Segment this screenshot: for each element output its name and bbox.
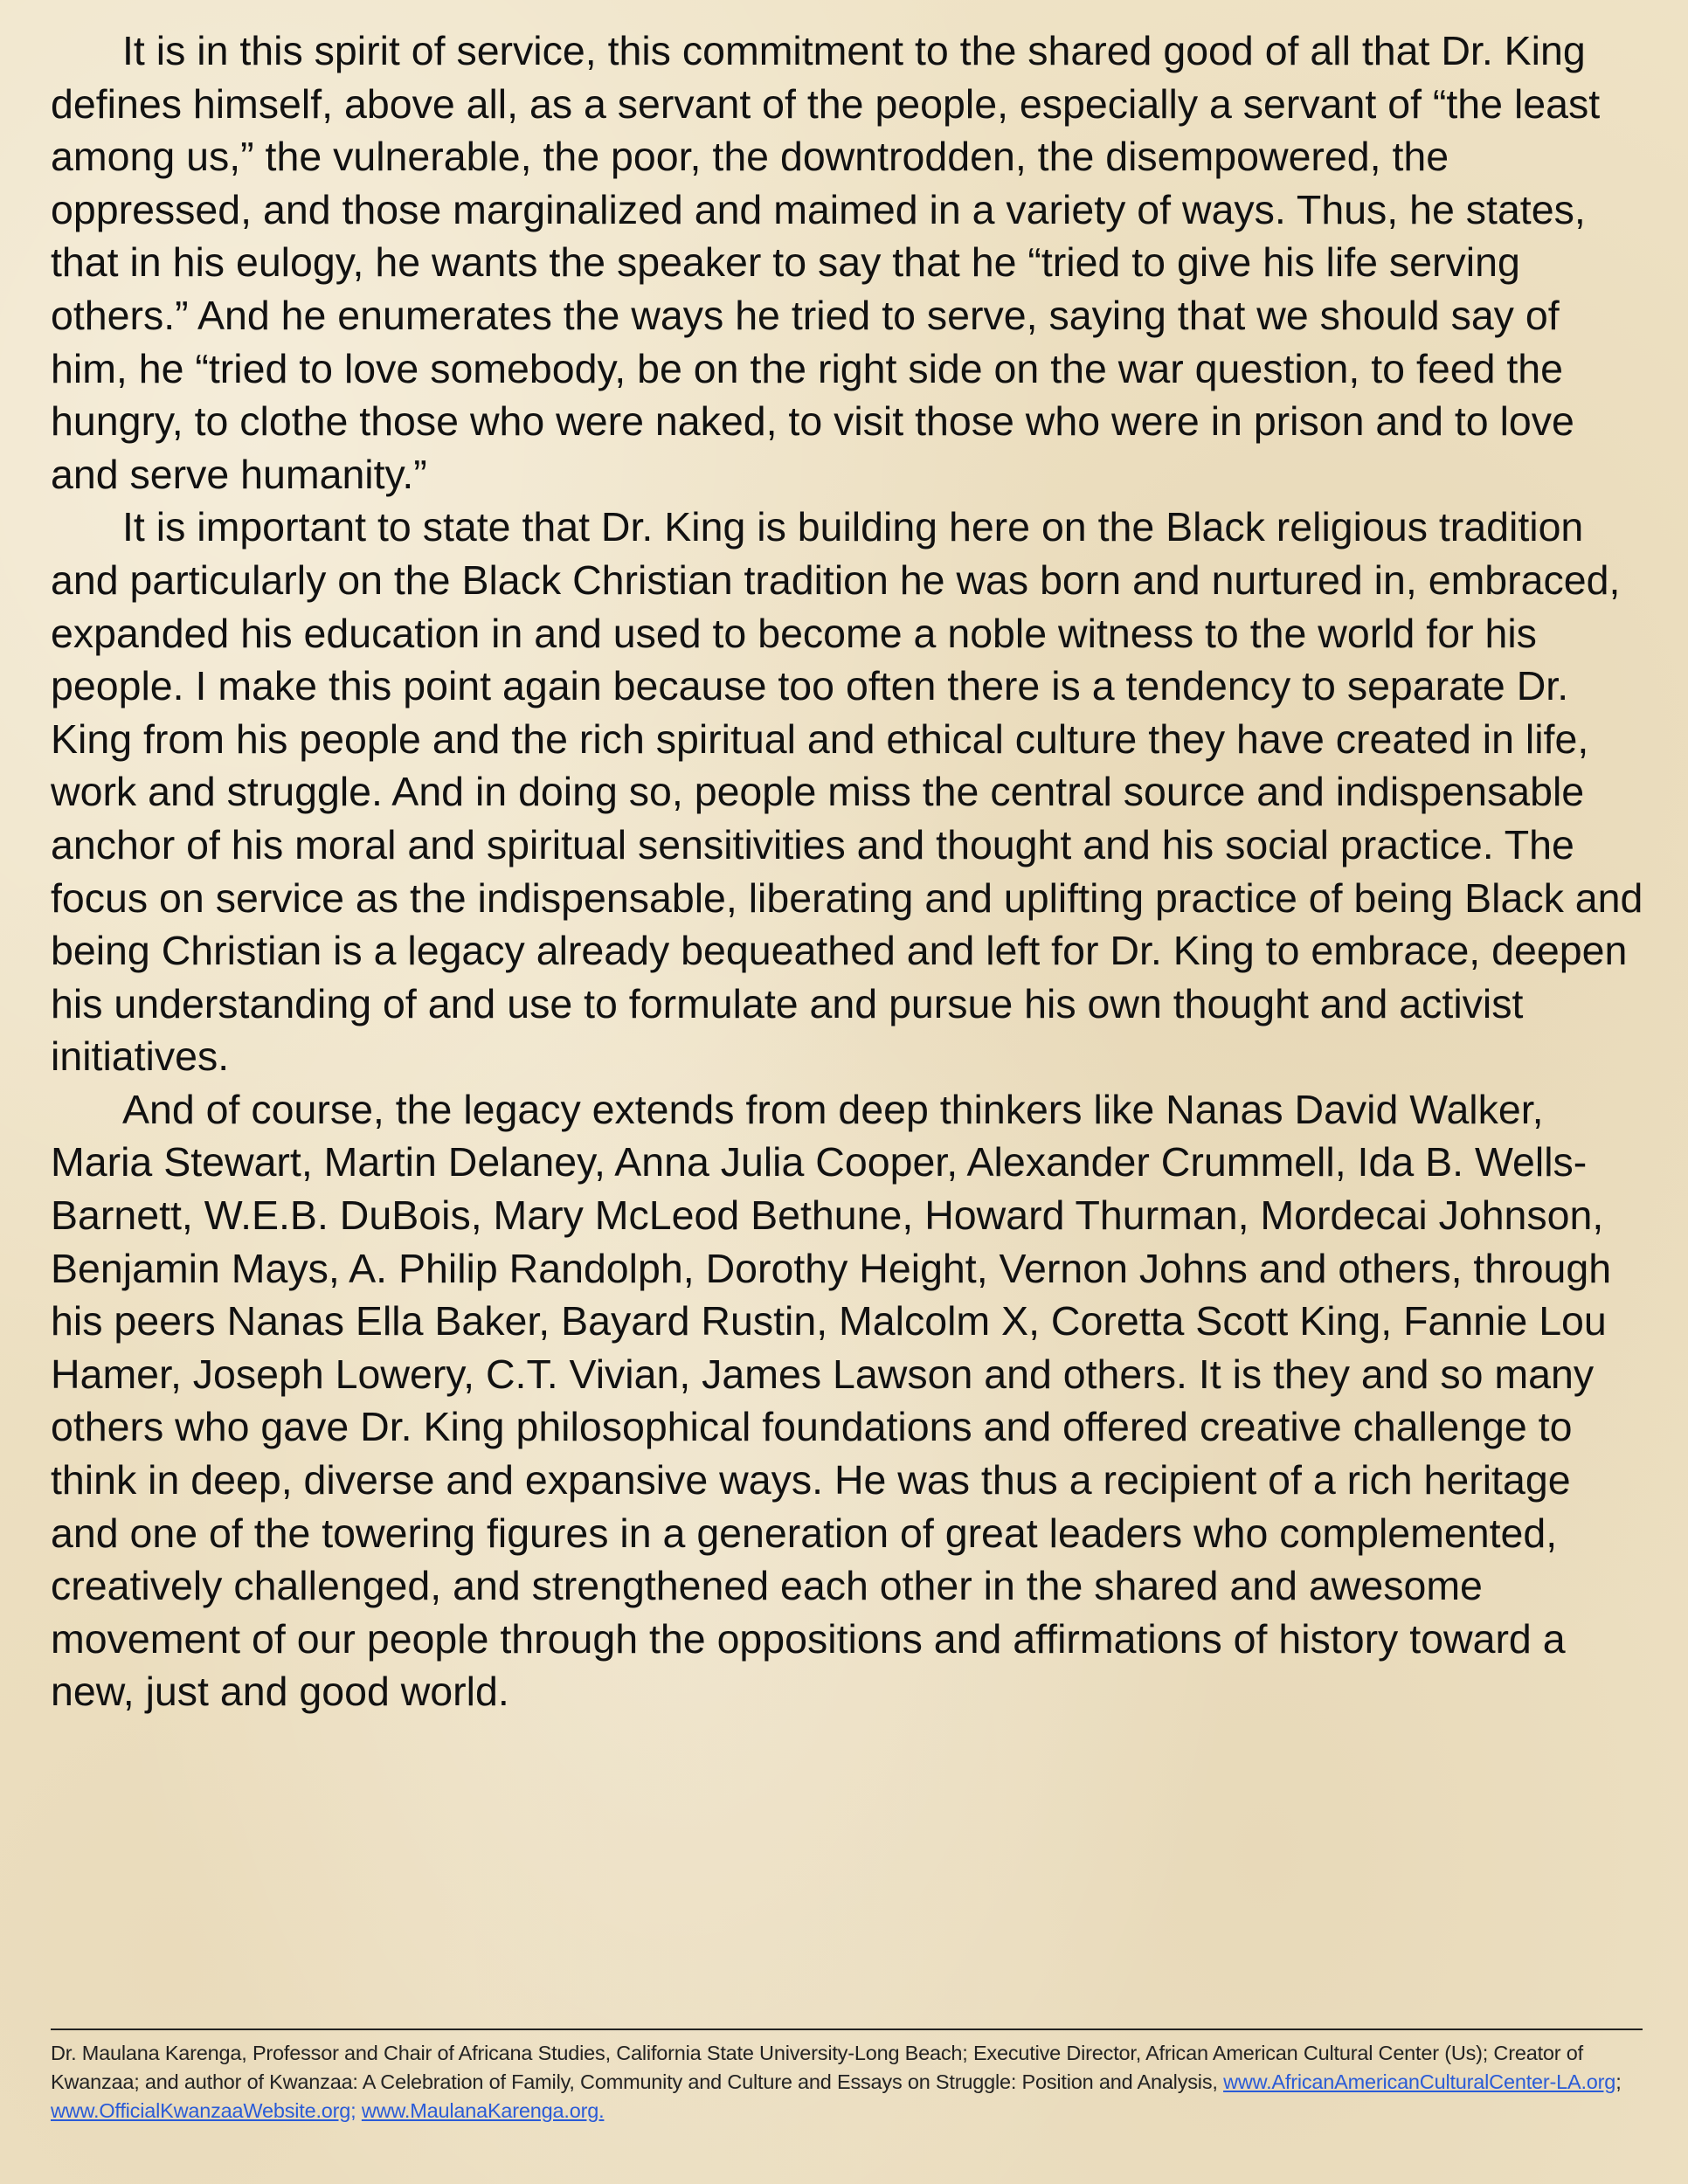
link-african-american-cultural-center[interactable]: www.AfricanAmericanCulturalCenter-LA.org <box>1223 2070 1616 2093</box>
article-body <box>51 24 1646 1718</box>
paragraph-service: It is in this spirit of service, this commitment to the shared good of all that Dr. King defines himself, above all, as a servant of the people, especially a servant of “the least among us,” the vulnerable, the poor, the downtrodden, the disempowered, the oppressed, and those marginalized and maimed in a variety of ways. Thus, he states, that in his eulogy, he wants the speaker to say that he “tried to give his life serving others.” And he enumerates the ways he tried to serve, saying that we should say of him, he “tried to love somebody, be on the right side on the war question, to feed the hungry, to clothe those who were naked, to visit those who were in prison and to love and serve humanity.” <box>51 28 1601 497</box>
link-maulana-karenga[interactable]: www.MaulanaKarenga.org. <box>361 2099 605 2122</box>
author-footnote <box>51 2028 1643 2125</box>
paragraph-religious-tradition: It is important to state that Dr. King is building here on the Black religious tradition and particularly on the Black Christian tradition he was born and nurtured in, embraced, expanded his education in and used to become a noble witness to the world for his people. I make this point again because too often there is a tendency to separate Dr. King from his people and the rich spiritual and ethical culture they have created in life, work and struggle. And in doing so, people miss the central source and indispensable anchor of his moral and spiritual sensitivities and thought and his social practice. The focus on service as the indispensable, liberating and uplifting practice of being Black and being Christian is a legacy already bequeathed and left for Dr. King to embrace, deepen his understanding of and use to formulate and pursue his own thought and activist initiatives. <box>51 504 1643 1080</box>
link-official-kwanzaa-website[interactable]: www.OfficialKwanzaaWebsite.org; <box>51 2099 356 2122</box>
footnote-text: Dr. Maulana Karenga, Professor and Chair of Africana Studies, California State University-Long Beach; Executive Director, African American Cultural Center (Us); Creator of Kwanzaa; and author of Kwanzaa: A Celebration of Family, Community and Culture and Essays on Struggle: Position and Analysis, <box>51 2042 1583 2093</box>
paragraph-legacy: And of course, the legacy extends from deep thinkers like Nanas David Walker, Maria Stewart, Martin Delaney, Anna Julia Cooper, Alexander Crummell, Ida B. Wells-Barnett, W.E.B. DuBois, Mary McLeod Bethune, Howard Thurman, Mordecai Johnson, Benjamin Mays, A. Philip Randolph, Dorothy Height, Vernon Johns and others, through his peers Nanas Ella Baker, Bayard Rustin, Malcolm X, Coretta Scott King, Fannie Lou Hamer, Joseph Lowery, C.T. Vivian, James Lawson and others. It is they and so many others who gave Dr. King philosophical foundations and offered creative challenge to think in deep, diverse and expansive ways. He was thus a recipient of a rich heritage and one of the towering figures in a generation of great leaders who complemented, creatively challenged, and strengthened each other in the shared and awesome movement of our people through the oppositions and affirmations of history toward a new, just and good world. <box>51 1086 1612 1715</box>
footnote-separator: ; <box>1615 2070 1622 2093</box>
